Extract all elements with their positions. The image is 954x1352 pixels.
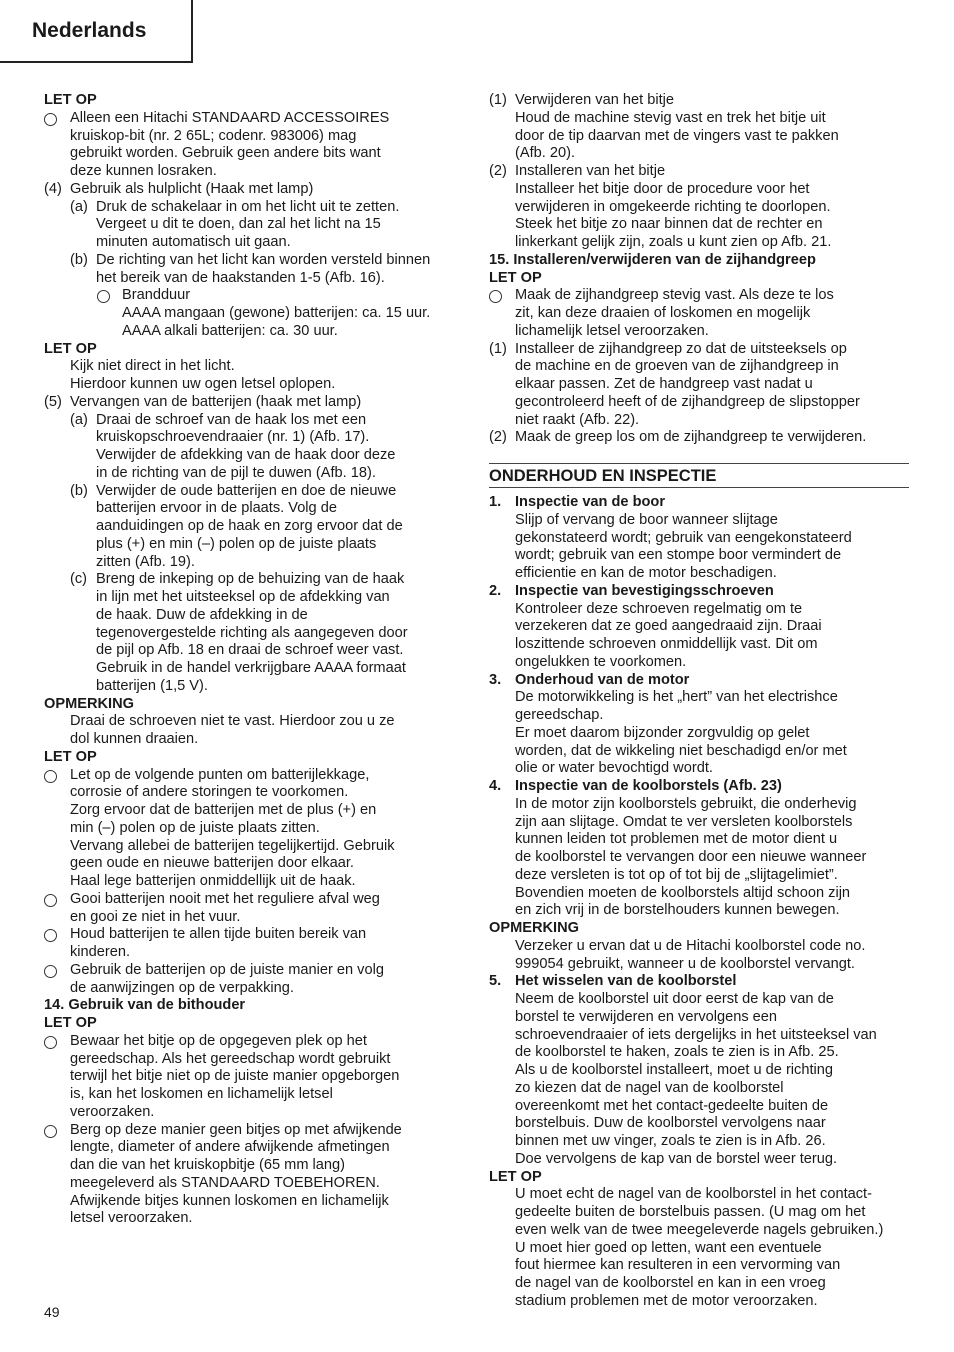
line-text: gereedschap. bbox=[515, 707, 604, 723]
line-text: letsel veroorzaken. bbox=[70, 1210, 193, 1227]
text-line bbox=[489, 412, 909, 430]
line-text: Haal lege batterijen onmiddellijk uit de haak. bbox=[70, 873, 356, 889]
line-text: Gebruik als hulplicht (Haak met lamp) bbox=[70, 180, 314, 197]
text-line bbox=[44, 1033, 464, 1051]
line-text: Afwijkende bitjes kunnen loskomen en lichamelijk bbox=[70, 1192, 389, 1209]
line-text: de pijl op Afb. 18 en draai de schroef weer vast. bbox=[96, 642, 404, 659]
line-text: overeenkomt met het contact-gedeelte buiten de bbox=[515, 1097, 829, 1114]
line-text: De motorwikkeling is het „hert” van het electrishce bbox=[515, 689, 838, 706]
line-text: Onderhoud van de motor bbox=[515, 671, 690, 688]
line-text: even welk van de twee meegeleverde nagels gebruiken.) bbox=[515, 1221, 884, 1238]
text-line bbox=[44, 181, 464, 199]
text-line bbox=[489, 1293, 909, 1311]
line-text: gekonstateerd wordt; gebruik van eengekonstateerd bbox=[515, 529, 852, 546]
section-heading bbox=[489, 463, 909, 488]
text-line bbox=[44, 678, 464, 696]
text-line bbox=[44, 376, 464, 394]
line-text: de koolborstel te haken, zoals te zien is in Afb. 25. bbox=[515, 1044, 839, 1061]
item-marker: 3. bbox=[489, 671, 502, 688]
text-line bbox=[44, 909, 464, 927]
line-text: de koolborstel te vervangen door een nieuwe wanneer bbox=[515, 849, 867, 865]
line-text: gebruikt worden. Gebruik geen andere bits want bbox=[70, 145, 381, 162]
bullet-circle-icon bbox=[44, 1125, 57, 1138]
item-marker: (b) bbox=[70, 482, 88, 499]
line-text: ONDERHOUD EN INSPECTIE bbox=[489, 467, 717, 485]
line-text: Let op de volgende punten om batterijlekkage, bbox=[70, 766, 370, 783]
text-line bbox=[44, 518, 464, 536]
text-line bbox=[44, 1175, 464, 1193]
bullet-circle-icon bbox=[44, 113, 57, 126]
text-line bbox=[489, 1098, 909, 1116]
text-line bbox=[489, 938, 909, 956]
line-text: Druk de schakelaar in om het licht uit te zetten. bbox=[96, 198, 400, 215]
line-text: Installeer de zijhandgreep zo dat de uitsteeksels op bbox=[515, 340, 847, 357]
line-text: veroorzaken. bbox=[70, 1103, 155, 1120]
line-text: Vervang allebei de batterijen tegelijkertijd. Gebruik bbox=[70, 837, 395, 854]
line-text: worden, dat de wikkeling niet beschadigd en/or met bbox=[515, 742, 847, 759]
text-line bbox=[489, 672, 909, 690]
text-line bbox=[489, 305, 909, 323]
text-line bbox=[44, 305, 464, 323]
line-text: elkaar passen. Zet de handgreep vast nadat u bbox=[515, 376, 813, 392]
line-text: zijn aan slijtage. Omdat te ver versleten koolborstels bbox=[515, 813, 853, 830]
line-text: (Afb. 20). bbox=[515, 145, 576, 162]
text-line bbox=[489, 547, 909, 565]
line-text: Als u de koolborstel installeert, moet u de richting bbox=[515, 1062, 833, 1078]
line-text: in lijn met het uitsteeksel op de afdekking van bbox=[96, 589, 390, 605]
text-line bbox=[489, 636, 909, 654]
text-line bbox=[44, 536, 464, 554]
item-marker: (a) bbox=[70, 198, 88, 215]
text-line bbox=[489, 530, 909, 548]
text-line bbox=[489, 287, 909, 305]
bullet-circle-icon bbox=[44, 770, 57, 783]
line-text: Vervangen van de batterijen (haak met lamp) bbox=[70, 393, 362, 410]
item-marker: (c) bbox=[70, 571, 88, 588]
text-line bbox=[489, 429, 909, 447]
line-text: Steek het bitje zo naar binnen dat de rechter en bbox=[515, 216, 823, 233]
bullet-circle-icon bbox=[44, 894, 57, 907]
text-line bbox=[44, 1068, 464, 1086]
line-text: plus (+) en min (–) polen op de juiste plaats bbox=[96, 535, 377, 552]
line-text: Installeren van het bitje bbox=[515, 163, 666, 179]
text-line bbox=[489, 885, 909, 903]
text-line bbox=[489, 181, 909, 199]
heading-line bbox=[489, 920, 909, 938]
line-text: is, kan het loskomen en lichamelijk letsel bbox=[70, 1086, 333, 1102]
line-text: Inspectie van de boor bbox=[515, 494, 666, 510]
text-line bbox=[44, 731, 464, 749]
text-line bbox=[44, 358, 464, 376]
line-text: minuten automatisch uit gaan. bbox=[96, 234, 291, 250]
text-line bbox=[44, 1210, 464, 1228]
line-text: en gooi ze niet in het vuur. bbox=[70, 908, 241, 925]
language-tab bbox=[0, 0, 193, 63]
line-text: corrosie of andere storingen te voorkomen. bbox=[70, 784, 349, 801]
text-line bbox=[44, 1086, 464, 1104]
line-text: aanduidingen op de haak en zorg ervoor dat de bbox=[96, 518, 403, 534]
line-text: LET OP bbox=[489, 1168, 542, 1185]
line-text: fout hiermee kan resulteren in een vervorming van bbox=[515, 1257, 841, 1274]
heading-line bbox=[489, 1169, 909, 1187]
text-line bbox=[44, 589, 464, 607]
text-line bbox=[489, 216, 909, 234]
text-line bbox=[44, 216, 464, 234]
line-text: Inspectie van de koolborstels (Afb. 23) bbox=[515, 778, 782, 794]
line-text: LET OP bbox=[489, 269, 542, 286]
line-text: OPMERKING bbox=[489, 920, 579, 936]
text-line bbox=[489, 494, 909, 512]
text-line bbox=[44, 802, 464, 820]
text-line bbox=[44, 820, 464, 838]
line-text: zitten (Afb. 19). bbox=[96, 553, 195, 570]
text-line bbox=[489, 323, 909, 341]
text-line bbox=[489, 1204, 909, 1222]
text-line bbox=[489, 689, 909, 707]
line-text: schroevendraaier of iets dergelijks in het uitsteeksel van bbox=[515, 1026, 877, 1043]
line-text: lichamelijk letsel veroorzaken. bbox=[515, 322, 709, 339]
heading-line bbox=[44, 341, 464, 359]
text-line bbox=[44, 199, 464, 217]
line-text: Maak de greep los om de zijhandgreep te verwijderen. bbox=[515, 429, 867, 446]
line-text: gereedschap. Als het gereedschap wordt gebruikt bbox=[70, 1050, 391, 1067]
line-text: AAAA alkali batterijen: ca. 30 uur. bbox=[122, 322, 338, 339]
line-text: meegeleverd als STANDAARD TOEBEHOREN. bbox=[70, 1174, 380, 1191]
line-text: linkerkant gelijk zijn, zoals u kunt zien op Afb. 21. bbox=[515, 234, 832, 250]
line-text: olie or water bevochtigd wordt. bbox=[515, 760, 713, 777]
line-text: deze versleten is tot op of tot bij de „slijtagelimiet”. bbox=[515, 866, 838, 883]
text-line bbox=[489, 565, 909, 583]
line-text: gedeelte buiten de borstelbuis passen. (U mag om het bbox=[515, 1204, 866, 1220]
line-text: in de richting van de pijl te duwen (Afb. 18). bbox=[96, 464, 376, 481]
line-text: LET OP bbox=[44, 92, 97, 108]
line-text: AAAA mangaan (gewone) batterijen: ca. 15 uur. bbox=[122, 305, 431, 321]
text-line bbox=[489, 707, 909, 725]
line-text: Gooi batterijen nooit met het reguliere afval weg bbox=[70, 890, 380, 907]
left-column bbox=[44, 92, 464, 1228]
item-marker: (a) bbox=[70, 411, 88, 428]
line-text: kunnen leiden tot problemen met de motor dient u bbox=[515, 831, 838, 848]
line-text: borstelbuis. Duw de koolborstel vervolgens naar bbox=[515, 1115, 826, 1132]
item-marker: (b) bbox=[70, 251, 88, 268]
text-line bbox=[44, 163, 464, 181]
line-text: 999054 gebruikt, wanneer u de koolborstel vervangt. bbox=[515, 955, 855, 972]
text-line bbox=[44, 571, 464, 589]
text-line bbox=[489, 163, 909, 181]
line-text: wordt; gebruik van een stompe boor vermindert de bbox=[515, 547, 842, 564]
text-line bbox=[489, 796, 909, 814]
page-title: Nederlands bbox=[32, 19, 147, 42]
item-marker: (4) bbox=[44, 180, 62, 197]
line-text: Houd de machine stevig vast en trek het bitje uit bbox=[515, 109, 826, 126]
line-text: De richting van het licht kan worden versteld binnen bbox=[96, 251, 431, 268]
line-text: deze kunnen losraken. bbox=[70, 163, 217, 179]
line-text: Houd batterijen te allen tijde buiten bereik van bbox=[70, 926, 367, 943]
line-text: dol kunnen draaien. bbox=[70, 731, 199, 747]
text-line bbox=[489, 831, 909, 849]
item-marker: 4. bbox=[489, 778, 502, 794]
item-marker: 1. bbox=[489, 494, 502, 510]
line-text: Installeer het bitje door de procedure voor het bbox=[515, 180, 810, 197]
text-line bbox=[44, 625, 464, 643]
line-text: binnen met uw vinger, zoals te zien is in Afb. 26. bbox=[515, 1133, 826, 1149]
line-text: Zorg ervoor dat de batterijen met de plus (+) en bbox=[70, 802, 377, 818]
line-text: Kijk niet direct in het licht. bbox=[70, 358, 235, 375]
line-text: Hierdoor kunnen uw ogen letsel oplopen. bbox=[70, 376, 336, 392]
text-line bbox=[44, 145, 464, 163]
text-line bbox=[489, 814, 909, 832]
text-line bbox=[44, 323, 464, 341]
line-text: min (–) polen op de juiste plaats zitten. bbox=[70, 819, 320, 836]
text-line bbox=[489, 1257, 909, 1275]
text-line bbox=[489, 991, 909, 1009]
line-text: Het wisselen van de koolborstel bbox=[515, 973, 737, 990]
line-text: In de motor zijn koolborstels gebruikt, die onderhevig bbox=[515, 795, 857, 812]
line-text: het bereik van de haakstanden 1-5 (Afb. 16). bbox=[96, 269, 385, 286]
line-text: Gebruik de batterijen op de juiste manier en volg bbox=[70, 961, 384, 978]
text-line bbox=[489, 1044, 909, 1062]
line-text: kinderen. bbox=[70, 944, 131, 960]
text-line bbox=[489, 110, 909, 128]
text-line bbox=[44, 483, 464, 501]
text-line bbox=[44, 500, 464, 518]
bullet-circle-icon bbox=[44, 1036, 57, 1049]
text-line bbox=[44, 1193, 464, 1211]
text-line bbox=[489, 1151, 909, 1169]
text-line bbox=[44, 429, 464, 447]
text-line bbox=[489, 778, 909, 796]
bullet-circle-icon bbox=[97, 290, 110, 303]
text-line bbox=[44, 660, 464, 678]
line-text: LET OP bbox=[44, 340, 97, 357]
line-text: Inspectie van bevestigingsschroeven bbox=[515, 582, 774, 599]
text-line bbox=[44, 1104, 464, 1122]
text-line bbox=[44, 554, 464, 572]
heading-line bbox=[44, 997, 464, 1015]
line-text: Verwijder de oude batterijen en doe de nieuwe bbox=[96, 482, 397, 499]
line-text: OPMERKING bbox=[44, 695, 134, 712]
line-text: batterijen (1,5 V). bbox=[96, 677, 208, 694]
heading-line bbox=[44, 92, 464, 110]
line-text: zit, kan deze draaien of loskomen en mogelijk bbox=[515, 305, 811, 321]
text-line bbox=[44, 270, 464, 288]
text-line bbox=[44, 838, 464, 856]
line-text: ongelukken te voorkomen. bbox=[515, 653, 687, 670]
text-line bbox=[44, 607, 464, 625]
text-line bbox=[489, 1275, 909, 1293]
line-text: Verwijderen van het bitje bbox=[515, 92, 675, 108]
text-line bbox=[489, 1133, 909, 1151]
text-line bbox=[489, 1186, 909, 1204]
line-text: 15. Installeren/verwijderen van de zijhandgreep bbox=[489, 251, 816, 268]
line-text: verwijderen in omgekeerde richting te doorlopen. bbox=[515, 198, 831, 215]
line-text: de nagel van de koolborstel en kan in een vroeg bbox=[515, 1275, 826, 1291]
text-line bbox=[489, 849, 909, 867]
line-text: U moet echt de nagel van de koolborstel in het contact- bbox=[515, 1186, 872, 1203]
text-line bbox=[44, 1139, 464, 1157]
line-text: Vergeet u dit te doen, dan zal het licht na 15 bbox=[96, 216, 381, 233]
text-line bbox=[489, 956, 909, 974]
line-text: kruiskop-bit (nr. 2 65L; codenr. 983006) mag bbox=[70, 127, 357, 144]
item-marker: (2) bbox=[489, 163, 507, 179]
text-line bbox=[44, 642, 464, 660]
text-line bbox=[44, 394, 464, 412]
line-text: Bewaar het bitje op de opgegeven plek op het bbox=[70, 1032, 367, 1049]
text-line bbox=[489, 376, 909, 394]
line-text: niet raakt (Afb. 22). bbox=[515, 411, 640, 428]
text-line bbox=[489, 1240, 909, 1258]
item-marker: (1) bbox=[489, 92, 507, 108]
text-line bbox=[44, 412, 464, 430]
text-line bbox=[489, 1080, 909, 1098]
text-line bbox=[44, 287, 464, 305]
line-text: de machine en de groeven van de zijhandgreep in bbox=[515, 358, 839, 375]
text-line bbox=[489, 760, 909, 778]
line-text: 14. Gebruik van de bithouder bbox=[44, 997, 246, 1014]
heading-line bbox=[44, 1015, 464, 1033]
line-text: Doe vervolgens de kap van de borstel weer terug. bbox=[515, 1150, 838, 1167]
text-line bbox=[44, 1122, 464, 1140]
right-column bbox=[489, 92, 909, 1311]
text-line bbox=[489, 1115, 909, 1133]
line-text: Verzeker u ervan dat u de Hitachi koolborstel code no. bbox=[515, 937, 866, 954]
line-text: kruiskopschroevendraaier (nr. 1) (Afb. 17). bbox=[96, 429, 370, 446]
text-line bbox=[489, 394, 909, 412]
text-line bbox=[44, 713, 464, 731]
heading-line bbox=[44, 696, 464, 714]
heading-line bbox=[489, 252, 909, 270]
text-line bbox=[44, 252, 464, 270]
text-line bbox=[489, 1027, 909, 1045]
line-text: verzekeren dat ze goed aangedraaid zijn. Draai bbox=[515, 618, 822, 635]
text-line bbox=[44, 234, 464, 252]
text-line bbox=[489, 1009, 909, 1027]
line-text: U moet hier goed op letten, want een eventuele bbox=[515, 1239, 822, 1256]
text-line bbox=[44, 110, 464, 128]
text-line bbox=[489, 618, 909, 636]
text-line bbox=[489, 583, 909, 601]
line-text: Gebruik in de handel verkrijgbare AAAA formaat bbox=[96, 660, 406, 676]
line-text: Draai de schroef van de haak los met een bbox=[96, 411, 367, 428]
text-line bbox=[489, 601, 909, 619]
heading-line bbox=[489, 270, 909, 288]
line-text: en zich vrij in de borstelhouders kunnen bewegen. bbox=[515, 902, 840, 919]
line-text: Alleen een Hitachi STANDAARD ACCESSOIRES bbox=[70, 109, 390, 126]
item-marker: (2) bbox=[489, 429, 507, 446]
line-text: de haak. Duw de afdekking in de bbox=[96, 606, 308, 623]
bullet-circle-icon bbox=[44, 965, 57, 978]
line-text: Kontroleer deze schroeven regelmatig om te bbox=[515, 600, 803, 617]
text-line bbox=[489, 743, 909, 761]
item-marker: 5. bbox=[489, 973, 502, 990]
line-text: Neem de koolborstel uit door eerst de kap van de bbox=[515, 991, 834, 1007]
line-text: dan die van het kruiskopbitje (65 mm lang) bbox=[70, 1157, 345, 1173]
text-line bbox=[489, 654, 909, 672]
line-text: terwijl het bitje niet op de juiste manier opgeborgen bbox=[70, 1068, 400, 1085]
text-line bbox=[489, 973, 909, 991]
line-text: borstel te verwijderen en vervolgens een bbox=[515, 1008, 778, 1025]
text-line bbox=[44, 873, 464, 891]
line-text: loszittende schroeven onmiddellijk vast. Dit om bbox=[515, 636, 818, 652]
text-line bbox=[489, 867, 909, 885]
line-text: stadium problemen met de motor veroorzaken. bbox=[515, 1292, 818, 1309]
line-text: geen oude en nieuwe batterijen door elkaar. bbox=[70, 855, 354, 872]
line-text: Verwijder de afdekking van de haak door deze bbox=[96, 447, 396, 463]
text-line bbox=[489, 358, 909, 376]
text-line bbox=[489, 145, 909, 163]
text-line bbox=[489, 199, 909, 217]
text-line bbox=[489, 341, 909, 359]
text-line bbox=[44, 891, 464, 909]
text-line bbox=[44, 447, 464, 465]
text-line bbox=[489, 1222, 909, 1240]
text-line bbox=[489, 92, 909, 110]
text-line bbox=[44, 855, 464, 873]
line-text: Berg op deze manier geen bitjes op met afwijkende bbox=[70, 1121, 402, 1138]
line-text: efficientie en kan de motor beschadigen. bbox=[515, 565, 777, 581]
line-text: LET OP bbox=[44, 1015, 97, 1031]
line-text: door de tip daarvan met de vingers vast te pakken bbox=[515, 127, 839, 144]
spacer bbox=[489, 447, 909, 460]
line-text: Draai de schroeven niet te vast. Hierdoor zou u ze bbox=[70, 713, 395, 730]
text-line bbox=[489, 128, 909, 146]
text-line bbox=[44, 962, 464, 980]
text-line bbox=[44, 128, 464, 146]
text-line bbox=[489, 1062, 909, 1080]
line-text: Slijp of vervang de boor wanneer slijtage bbox=[515, 511, 778, 528]
line-text: Er moet daarom bijzonder zorgvuldig op gelet bbox=[515, 724, 810, 741]
line-text: tegenovergestelde richting als aangegeven door bbox=[96, 624, 408, 641]
text-line bbox=[489, 234, 909, 252]
line-text: Brandduur bbox=[122, 287, 191, 304]
text-line bbox=[44, 1051, 464, 1069]
text-line bbox=[44, 980, 464, 998]
line-text: gecontroleerd heeft of de zijhandgreep de slipstopper bbox=[515, 393, 860, 410]
text-line bbox=[44, 944, 464, 962]
text-line bbox=[489, 725, 909, 743]
text-line bbox=[44, 926, 464, 944]
text-line bbox=[489, 512, 909, 530]
bullet-circle-icon bbox=[489, 290, 502, 303]
line-text: Breng de inkeping op de behuizing van de haak bbox=[96, 571, 405, 588]
bullet-circle-icon bbox=[44, 929, 57, 942]
line-text: Maak de zijhandgreep stevig vast. Als deze te los bbox=[515, 287, 834, 304]
line-text: zo kiezen dat de nagel van de koolborstel bbox=[515, 1079, 784, 1096]
text-line bbox=[489, 902, 909, 920]
line-text: batterijen ervoor in de plaats. Volg de bbox=[96, 500, 337, 517]
text-line bbox=[44, 784, 464, 802]
item-marker: 2. bbox=[489, 582, 502, 599]
line-text: Bovendien moeten de koolborstels altijd schoon zijn bbox=[515, 884, 851, 901]
item-marker: (5) bbox=[44, 393, 62, 410]
heading-line bbox=[44, 749, 464, 767]
line-text: lengte, diameter of andere afwijkende afmetingen bbox=[70, 1139, 390, 1156]
item-marker: (1) bbox=[489, 340, 507, 357]
line-text: de aanwijzingen op de verpakking. bbox=[70, 979, 294, 996]
text-line bbox=[44, 1157, 464, 1175]
page-number: 49 bbox=[44, 1304, 60, 1320]
text-line bbox=[44, 465, 464, 483]
text-line bbox=[44, 767, 464, 785]
line-text: LET OP bbox=[44, 748, 97, 765]
